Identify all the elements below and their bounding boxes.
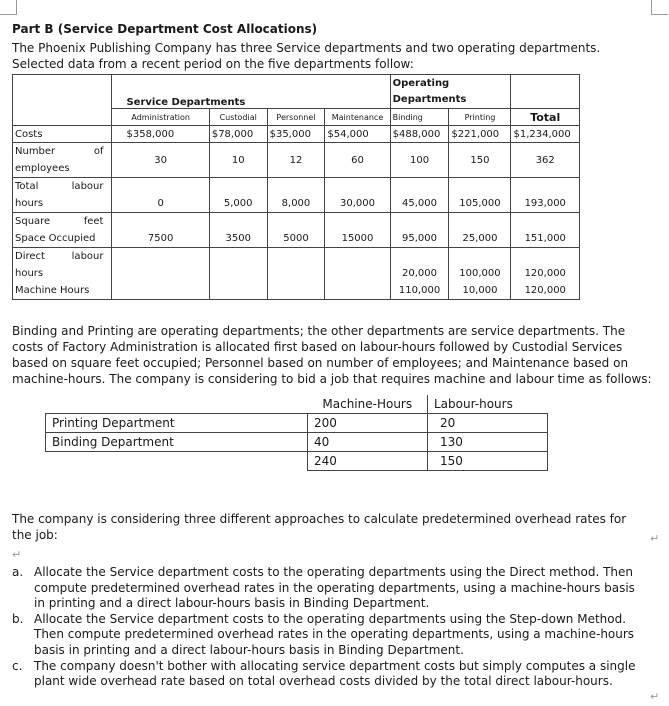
description-paragraph: Binding and Printing are operating departments; the other departments are service departments. The costs of Factory Administration is allocated first based on labour-hours followed by Custodial Services based on square feet occupied; Personnel based on number of employees; and Maintenance based on machine-hours. The company is considering to bid a job that requires machine and labour time as follows:	[12, 324, 652, 386]
table-row: Number of employees 30 10 12 60 100 150 362	[13, 143, 580, 178]
header-printing: Printing	[449, 109, 511, 126]
table-cell: $488,000	[390, 126, 449, 143]
table-cell: 95,000	[390, 213, 449, 248]
return-mark-icon: ↵	[650, 690, 660, 703]
row-label-costs: Costs	[13, 126, 112, 143]
row-label: Number	[15, 146, 56, 157]
list-marker: c.	[12, 658, 23, 673]
row-label: Square	[15, 216, 51, 227]
table-cell: 12	[267, 143, 325, 178]
return-mark-icon: ↵	[650, 532, 660, 545]
table-cell: 25,000	[449, 213, 511, 248]
intro-paragraph: The Phoenix Publishing Company has three Service departments and two operating departments. Selected data from a recent period on the five departments follow:	[12, 41, 601, 71]
table-cell: 60	[325, 143, 390, 178]
header-total: Total	[511, 109, 580, 126]
list-marker: a.	[12, 565, 24, 579]
header-custodial: Custodial	[209, 109, 267, 126]
table-cell: 130	[428, 433, 548, 452]
table-cell: 45,000	[390, 178, 449, 213]
table-cell: 5,000	[209, 178, 267, 213]
table-row	[46, 433, 548, 452]
list-item-text: The company doesn't bother with allocating service department costs but simply computes a single plant wide overhead rate based on total overhead costs divided by the total direct labour-hours.	[34, 658, 636, 689]
approaches-paragraph: The company is considering three different approaches to calculate predetermined overhead rates for the job:	[12, 512, 627, 542]
header-machine-hours: Machine-Hours	[322, 397, 413, 411]
table-cell: 10,000	[462, 285, 498, 296]
table-cell: 100	[390, 143, 449, 178]
table-cell: 200	[308, 414, 428, 433]
table-cell: 8,000	[267, 178, 325, 213]
table-cell: 362	[511, 143, 580, 178]
approach-list	[12, 565, 637, 690]
header-binding: Binding	[390, 109, 449, 126]
table-cell: 150	[449, 143, 511, 178]
job-row-label: Printing Department	[46, 414, 308, 433]
table-cell: $1,234,000	[511, 126, 580, 143]
table-row	[46, 452, 548, 471]
table-row: Square feet Space Occupied 7500 3500 5000 15000 95,000 25,000 151,000	[13, 213, 580, 248]
job-requirements-table	[45, 395, 548, 471]
table-cell: 20	[428, 414, 548, 433]
list-marker: b.	[12, 611, 24, 626]
table-cell: $78,000	[209, 126, 267, 143]
row-label: Direct	[15, 251, 45, 262]
table-cell: 110,000	[398, 285, 441, 296]
header-personnel: Personnel	[267, 109, 325, 126]
service-departments-header: Service Departments	[126, 97, 246, 108]
table-row	[13, 75, 580, 109]
table-cell: 20,000	[402, 268, 438, 279]
table-row: Total labour hours 0 5,000 8,000 30,000 45,000 105,000 193,000	[13, 178, 580, 213]
table-row	[13, 126, 580, 143]
list-item	[12, 659, 637, 690]
crop-mark-top-left	[0, 0, 17, 15]
list-item-text: Allocate the Service department costs to the operating departments using the Step-down Method. Then compute predetermined overhead rates in the operating departments, using a machine-hours basis in printing and a direct labour-hours basis in Binding Department.	[34, 611, 635, 657]
table-cell: 40	[308, 433, 428, 452]
table-cell: 0	[112, 178, 209, 213]
return-mark-icon: ↵	[12, 548, 22, 561]
header-maintenance: Maintenance	[325, 109, 390, 126]
table-cell: $35,000	[267, 126, 325, 143]
table-cell: 30,000	[325, 178, 390, 213]
list-item	[12, 565, 637, 612]
table-row	[46, 395, 548, 414]
table-cell: 100,000	[459, 268, 501, 279]
table-cell: 15000	[325, 213, 390, 248]
table-row	[13, 109, 580, 126]
job-row-label: Binding Department	[46, 433, 308, 452]
row-label-machine-hours: Machine Hours	[15, 285, 90, 296]
table-cell: 193,000	[511, 178, 580, 213]
table-row	[46, 414, 548, 433]
crop-mark-top-right	[651, 0, 668, 15]
table-cell: 120,000	[524, 285, 566, 296]
section-title: Part B (Service Department Cost Allocations)	[12, 22, 318, 36]
operating-departments-header: Operating Departments	[392, 78, 467, 105]
list-item-text: Allocate the Service department costs to the operating departments using the Direct method. Then compute predetermined overhead rates in the operating departments, using a machine-hours basis in printing and a direct labour-hours basis in Binding Department.	[34, 565, 635, 611]
table-cell: 150	[428, 452, 548, 471]
list-item	[12, 612, 637, 659]
table-cell: 3500	[209, 213, 267, 248]
table-cell: $221,000	[449, 126, 511, 143]
table-cell: $54,000	[325, 126, 390, 143]
department-data-table	[12, 74, 580, 300]
table-cell: 10	[209, 143, 267, 178]
table-cell: 120,000	[524, 268, 566, 279]
row-label: Total	[15, 181, 39, 192]
table-cell: 7500	[112, 213, 209, 248]
table-cell: 151,000	[511, 213, 580, 248]
table-cell: 5000	[267, 213, 325, 248]
table-cell: 30	[112, 143, 209, 178]
table-cell: 240	[308, 452, 428, 471]
header-administration: Administration	[112, 109, 209, 126]
table-cell: 105,000	[449, 178, 511, 213]
header-labour-hours: Labour-hours	[428, 395, 548, 414]
table-row: Direct labour hours Machine Hours 20,000 110,000 100,000 10,000 120,000 120,000	[13, 248, 580, 300]
table-cell: $358,000	[112, 126, 209, 143]
